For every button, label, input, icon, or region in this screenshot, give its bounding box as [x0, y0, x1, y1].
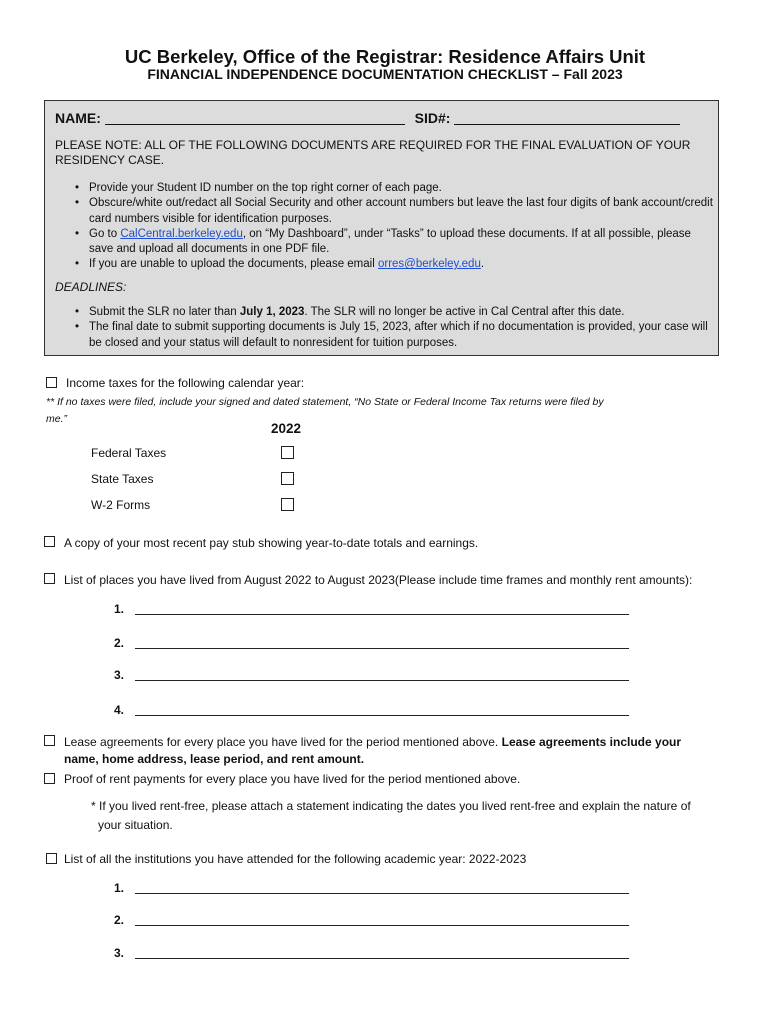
sid-field[interactable] [454, 110, 680, 125]
place-field-4[interactable] [135, 715, 629, 716]
state-taxes-label: State Taxes [91, 472, 154, 486]
lease-agreements-checkbox[interactable] [44, 735, 55, 746]
deadline-date: July 1, 2023 [239, 306, 305, 318]
rent-proof-label: Proof of rent payments for every place you have lived for the period mentioned above. [64, 772, 521, 786]
lease-text: Lease agreements for every place you have lived for the period mentioned above. [64, 735, 499, 749]
federal-taxes-checkbox[interactable] [281, 446, 294, 459]
institution-number: 3. [114, 946, 125, 960]
document-subtitle: FINANCIAL INDEPENDENCE DOCUMENTATION CHECKLIST – Fall 2023 [147, 66, 623, 82]
name-field[interactable] [105, 110, 405, 125]
lease-requirements: Lease agreements include your [501, 735, 682, 749]
place-field-2[interactable] [135, 648, 629, 649]
deadline-text: . The SLR will no longer be active in Cal Central after this date. [304, 306, 625, 318]
institution-field-2[interactable] [135, 925, 629, 926]
place-number: 4. [114, 703, 125, 717]
place-field-1[interactable] [135, 614, 629, 615]
income-taxes-note-cont: me.” [46, 413, 67, 425]
instruction-text: . [480, 258, 485, 271]
income-taxes-label: Income taxes for the following calendar year: [66, 376, 305, 390]
list-item [65, 257, 715, 272]
instructions-box [44, 100, 719, 356]
deadline-list [65, 305, 715, 351]
state-taxes-checkbox[interactable] [281, 472, 294, 485]
w2-forms-label: W-2 Forms [91, 498, 151, 512]
institution-field-3[interactable] [135, 958, 629, 959]
instruction-text: If you are unable to upload the documents, please email [89, 258, 378, 271]
name-label: NAME: [55, 110, 101, 126]
instruction-text: Provide your Student ID number on the top right corner of each page. [89, 182, 442, 194]
lease-agreements-label [64, 735, 681, 749]
name-sid-row [55, 110, 680, 126]
email-link[interactable]: orres@berkeley.edu [377, 258, 481, 271]
rent-proof-checkbox[interactable] [44, 773, 55, 784]
lease-requirements-cont: name, home address, lease period, and rent amount. [64, 752, 365, 766]
place-number: 2. [114, 636, 125, 650]
calcentral-link[interactable]: CalCentral.berkeley.edu [120, 227, 243, 240]
places-lived-checkbox[interactable] [44, 573, 55, 584]
place-field-3[interactable] [135, 680, 629, 681]
deadlines-label: DEADLINES: [55, 280, 127, 294]
institutions-checkbox[interactable] [46, 853, 57, 864]
place-number: 3. [114, 668, 125, 682]
places-lived-label: List of places you have lived from August 2022 to August 2023(Please include time frames and monthly rent amounts): [64, 573, 693, 587]
tax-year-header: 2022 [271, 421, 302, 436]
pay-stub-checkbox[interactable] [44, 536, 55, 547]
institutions-label: List of all the institutions you have attended for the following academic year: 2022-2023 [64, 852, 527, 866]
institution-number: 2. [114, 913, 125, 927]
note-text: PLEASE NOTE: ALL OF THE FOLLOWING DOCUMENTS ARE REQUIRED FOR THE FINAL EVALUATION OF YOUR RESIDENCY CASE. [55, 138, 691, 167]
w2-forms-checkbox[interactable] [281, 498, 294, 511]
deadline-text: The final date to submit supporting documents is July 15, 2023, after which if no documentation is provided, your case will be closed and your status will default to nonresident for tuition purposes. [89, 321, 708, 349]
place-number: 1. [114, 602, 125, 616]
federal-taxes-label: Federal Taxes [91, 446, 167, 460]
list-item [65, 227, 715, 258]
rent-free-note-cont: your situation. [98, 818, 173, 832]
list-item [65, 181, 715, 196]
instruction-text: , on “My Dashboard”, under “Tasks” to upload these documents. If at all possible, please save and upload all documents in one PDF file. [89, 227, 691, 256]
institution-field-1[interactable] [135, 893, 629, 894]
institution-number: 1. [114, 881, 125, 895]
list-item [65, 320, 715, 351]
instruction-list [65, 181, 715, 273]
instruction-text: Obscure/white out/redact all Social Security and other account numbers but leave the last four digits of bank account/credit card numbers visible for identification purposes. [89, 197, 713, 225]
pay-stub-label: A copy of your most recent pay stub showing year-to-date totals and earnings. [64, 536, 479, 550]
instruction-text: Go to [89, 227, 121, 240]
deadline-text: Submit the SLR no later than [89, 306, 240, 318]
sid-label: SID#: [414, 110, 451, 126]
income-taxes-checkbox[interactable] [46, 377, 57, 388]
income-taxes-note: ** If no taxes were filed, include your signed and dated statement, “No State or Federal Income Tax returns were filed by [46, 396, 604, 408]
rent-free-note: * If you lived rent-free, please attach a statement indicating the dates you lived rent-free and explain the nature of [91, 799, 691, 813]
list-item [65, 305, 715, 320]
document-title: UC Berkeley, Office of the Registrar: Residence Affairs Unit [124, 46, 646, 67]
list-item [65, 196, 715, 227]
